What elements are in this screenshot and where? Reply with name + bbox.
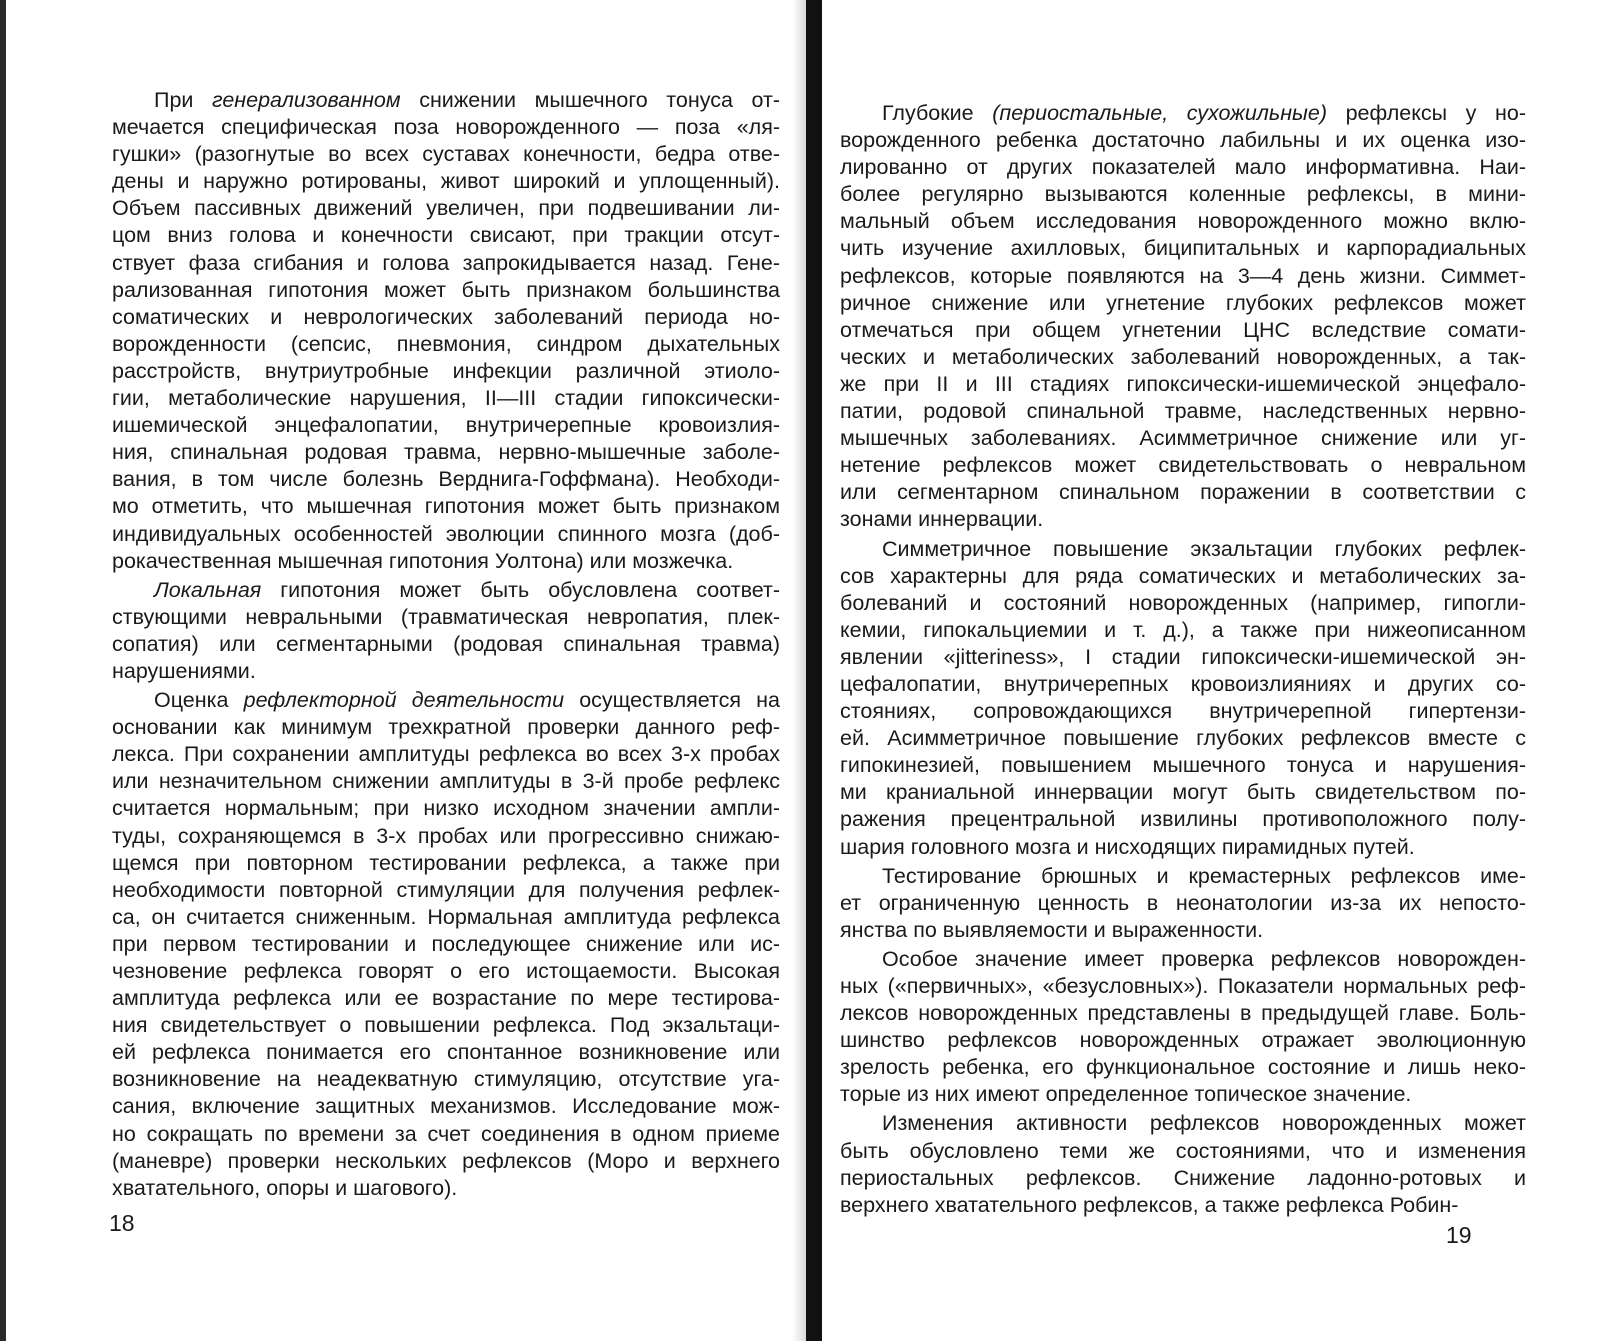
text-run: ния свидетельствует о повышении рефлекса. Под экзальтаци- [112, 1013, 780, 1038]
text-line [112, 1121, 780, 1148]
text-line [112, 412, 780, 439]
text-line [840, 536, 1526, 563]
text-run: рефлексы у но- [1326, 101, 1526, 125]
text-run: цом вниз голова и конечности свисают, при тракции отсут- [112, 223, 780, 248]
text-line [840, 644, 1526, 671]
text-run: периостальных рефлексов. Снижение ладонно-ротовых и [840, 1165, 1526, 1190]
text-line [112, 985, 780, 1012]
text-line [840, 890, 1526, 917]
text-line [840, 1110, 1526, 1137]
text-line [112, 439, 780, 466]
text-line [840, 425, 1526, 452]
text-run: ей. Асимметричное повышение глубоких рефлексов вместе с [840, 726, 1526, 751]
text-line [840, 452, 1526, 479]
text-run: явлении «jitteriness», I стадии гипоксически-ишемической эн- [840, 644, 1526, 669]
text-line [112, 877, 780, 904]
text-run: (маневре) проверки нескольких рефлексов (Моро и верхнего [112, 1148, 780, 1173]
text-line [112, 714, 780, 741]
text-run: ишемической энцефалопатии, внутричерепные кровоизлия- [112, 413, 780, 438]
text-run: ворожденности (сепсис, пневмония, синдром дыхательных [112, 331, 780, 356]
text-line [112, 658, 780, 685]
text-run: Изменения активности рефлексов новорожденных может [882, 1111, 1526, 1136]
text-run: гипотония может быть обусловлена соответ- [261, 577, 780, 602]
text-line [112, 1066, 780, 1093]
text-run: лекса. При сохранении амплитуды рефлекса во всех 3-х пробах [112, 742, 780, 767]
text-line [840, 506, 1526, 533]
text-run: отмечаться при общем угнетении ЦНС вследствие сомати- [840, 317, 1526, 342]
text-line [840, 752, 1526, 779]
text-line [840, 617, 1526, 644]
text-line [840, 181, 1526, 208]
text-line [112, 195, 780, 222]
text-line [112, 1012, 780, 1039]
text-line [112, 250, 780, 277]
text-run: нетение рефлексов может свидетельствовать о невральном [840, 453, 1526, 478]
text-run: Объем пассивных движений увеличен, при подвешивании ли- [112, 196, 780, 221]
text-run: шария головного мозга и нисходящих пирамидных путей. [840, 834, 1415, 859]
text-line [112, 604, 780, 631]
text-run: сания, включение защитных механизмов. Исследование мож- [112, 1094, 780, 1119]
text-line [112, 823, 780, 850]
text-line [112, 1093, 780, 1120]
text-run: чить изучение ахилловых, биципитальных и карпорадиальных [840, 236, 1526, 261]
text-line [112, 958, 780, 985]
text-line [112, 521, 780, 548]
text-line [112, 1175, 780, 1202]
text-run: вания, в том числе болезнь Верднига-Гоффмана). Необходи- [112, 467, 780, 492]
text-line [840, 1165, 1526, 1192]
text-run: ричное снижение или угнетение глубоких рефлексов может [840, 290, 1526, 315]
text-run: снижении мышечного тонуса от- [400, 88, 780, 112]
text-line [840, 1000, 1526, 1027]
text-run: цефалопатии, внутричерепных кровоизлияниях и других со- [840, 671, 1526, 696]
text-run: мальный объем исследования новорожденного можно вклю- [840, 209, 1526, 234]
text-line [840, 208, 1526, 235]
text-run: же при II и III стадиях гипоксически-ишемической энцефало- [840, 371, 1526, 396]
italic-term: генерализованном [211, 88, 401, 112]
text-run: са, он считается сниженным. Нормальная амплитуда рефлекса [112, 904, 780, 929]
right-page-text [840, 100, 1526, 1219]
text-line [112, 631, 780, 658]
text-line [840, 806, 1526, 833]
paragraph [112, 87, 780, 575]
text-run: Оценка [154, 688, 244, 713]
text-line [840, 479, 1526, 506]
text-run: Глубокие [882, 101, 993, 125]
text-run: при первом тестировании и последующее снижение или ис- [112, 931, 780, 956]
text-line [112, 222, 780, 249]
text-line [112, 358, 780, 385]
text-run: или незначительном снижении амплитуды в 3-й пробе рефлекс [112, 769, 780, 794]
text-run: нарушениями. [112, 658, 256, 683]
text-line [840, 671, 1526, 698]
text-line [112, 931, 780, 958]
text-line [840, 1192, 1526, 1219]
text-run: ворожденного ребенка достаточно лабильны и их оценка изо- [840, 128, 1526, 153]
text-run: индивидуальных особенностей эволюции спинного мозга (доб- [112, 521, 780, 546]
text-run: сов характерны для ряда соматических и метаболических за- [840, 563, 1526, 588]
text-run: или сегментарном спинальном поражении в соответствии с [840, 480, 1526, 505]
text-line [840, 698, 1526, 725]
italic-term: рефлекторной деятельности [243, 688, 565, 713]
paragraph [112, 577, 780, 685]
text-run: возникновение на неадекватную стимуляцию, отсутствие уга- [112, 1067, 780, 1092]
text-line [112, 795, 780, 822]
text-run: рефлексов, которые появляются на 3—4 день жизни. Симмет- [840, 263, 1526, 288]
text-line [112, 1148, 780, 1175]
text-run: расстройств, внутриутробные инфекции различной этиоло- [112, 358, 780, 383]
text-line [112, 304, 780, 331]
text-run: зонами иннервации. [840, 507, 1044, 532]
text-line [840, 317, 1526, 344]
text-run: ствует фаза сгибания и голова запрокидывается назад. Гене- [112, 250, 780, 275]
text-run: щемся при повторном тестировании рефлекса, а также при [112, 850, 780, 875]
text-line [840, 863, 1526, 890]
text-line [112, 466, 780, 493]
text-line [840, 834, 1526, 861]
text-line [112, 493, 780, 520]
text-run: соматических и неврологических заболеваний периода но- [112, 304, 780, 329]
text-line [840, 779, 1526, 806]
paragraph [840, 863, 1526, 944]
text-run: шинство рефлексов новорожденных отражает эволюционную [840, 1028, 1526, 1053]
italic-term: Локальная [154, 577, 262, 602]
italic-term: (периостальные, сухожильные) [992, 101, 1327, 125]
text-run: считается нормальным; при низко исходном значении ампли- [112, 796, 780, 821]
text-run: ческих и метаболических заболеваний новорожденных, а так- [840, 344, 1526, 369]
paragraph [840, 1110, 1526, 1218]
text-run: амплитуда рефлекса или ее возрастание по мере тестирова- [112, 986, 780, 1011]
text-run: янства по выявляемости и выраженности. [840, 917, 1264, 942]
text-line [840, 371, 1526, 398]
text-line [840, 946, 1526, 973]
text-line [840, 725, 1526, 752]
text-line [112, 331, 780, 358]
text-run: сопатия) или сегментарными (родовая спинальная травма) [112, 631, 780, 656]
text-run: мо отметить, что мышечная гипотония может быть признаком [112, 494, 780, 519]
text-run: стояниях, сопровождающихся внутричерепной гипертензи- [840, 699, 1526, 724]
text-run: ет ограниченную ценность в неонатологии из-за их непосто- [840, 890, 1526, 915]
left-page-text [112, 87, 780, 1202]
text-run: гипокинезией, повышением мышечного тонуса и нарушения- [840, 753, 1526, 778]
text-run: ных («первичных», «безусловных»). Показатели нормальных реф- [840, 974, 1526, 998]
text-line [112, 168, 780, 195]
text-run: мышечных заболеваниях. Асимметричное снижение или уг- [840, 426, 1526, 451]
text-run: ния, спинальная родовая травма, нервно-мышечные заболе- [112, 440, 780, 465]
text-run: рокачественная мышечная гипотония Уолтона) или мозжечка. [112, 548, 734, 573]
text-line [112, 850, 780, 877]
text-line [840, 973, 1526, 1000]
paragraph [112, 687, 780, 1202]
text-line [840, 1027, 1526, 1054]
text-line [112, 577, 780, 604]
text-line [112, 87, 780, 114]
left-page-number: 18 [109, 1210, 135, 1236]
text-run: быть обусловлено теми же состояниями, что и изменения [840, 1138, 1526, 1163]
text-run: Тестирование брюшных и кремастерных рефлексов име- [882, 863, 1526, 888]
text-line [112, 114, 780, 141]
text-run: лексов новорожденных представлены в предыдущей главе. Боль- [840, 1001, 1526, 1026]
text-line [840, 1138, 1526, 1165]
text-line [840, 1081, 1526, 1108]
text-run: лированно от других показателей мало информативна. Наи- [840, 155, 1526, 180]
text-line [112, 548, 780, 575]
text-line [112, 741, 780, 768]
text-line [840, 235, 1526, 262]
text-run: но сокращать по времени за счет соединения в одном приеме [112, 1121, 780, 1146]
text-run: кемии, гипокальциемии и т. д.), а также при нижеописанном [840, 617, 1526, 642]
right-page [822, 0, 1600, 1341]
text-run: ей рефлекса понимается его спонтанное возникновение или [112, 1040, 780, 1065]
paragraph [840, 100, 1526, 534]
text-run: торые из них имеют определенное топическое значение. [840, 1082, 1412, 1107]
text-run: чезновение рефлекса говорят о его истощаемости. Высокая [112, 959, 780, 983]
text-run: необходимости повторной стимуляции для получения рефлек- [112, 877, 780, 902]
text-line [112, 687, 780, 714]
text-line [112, 1039, 780, 1066]
text-line [840, 590, 1526, 617]
text-line [840, 154, 1526, 181]
text-line [112, 904, 780, 931]
text-run: туды, сохраняющемся в 3-х пробах или прогрессивно снижаю- [112, 823, 780, 848]
text-line [840, 263, 1526, 290]
text-run: зрелость ребенка, его функциональное состояние и лишь неко- [840, 1055, 1526, 1080]
right-page-number: 19 [1446, 1222, 1472, 1248]
text-run: Симметричное повышение экзальтации глубоких рефлек- [882, 536, 1526, 561]
book-gutter [806, 0, 822, 1341]
paragraph [840, 536, 1526, 861]
text-run: ми краниальной иннервации могут быть свидетельством по- [840, 780, 1526, 805]
text-line [840, 127, 1526, 154]
text-run: осуществляется на [564, 688, 780, 713]
text-run: болеваний и состояний новорожденных (например, гипогли- [840, 590, 1526, 615]
text-run: хватательного, опоры и шагового). [112, 1175, 458, 1200]
text-line [112, 768, 780, 795]
text-line [840, 1054, 1526, 1081]
text-run: патии, родовой спинальной травме, наследственных нервно- [840, 399, 1526, 424]
text-line [840, 344, 1526, 371]
text-run: ражения прецентральной извилины противоположного полу- [840, 807, 1526, 832]
text-line [840, 563, 1526, 590]
text-line [840, 398, 1526, 425]
text-line [840, 100, 1526, 127]
text-line [112, 277, 780, 304]
text-line [112, 385, 780, 412]
text-run: основании как минимум трехкратной проверки данного реф- [112, 715, 780, 740]
text-run: верхнего хватательного рефлексов, а также рефлекса Робин- [840, 1192, 1459, 1217]
text-run: более регулярно вызываются коленные рефлексы, в мини- [840, 182, 1526, 207]
text-run: гии, метаболические нарушения, II—III стадии гипоксически- [112, 386, 780, 411]
text-run: мечается специфическая поза новорожденного — поза «ля- [112, 115, 780, 140]
text-line [112, 141, 780, 168]
text-run: дены и наружно ротированы, живот широкий и уплощенный). [112, 169, 780, 194]
text-run: рализованная гипотония может быть признаком большинства [112, 277, 780, 302]
text-run: ствующими невральными (травматическая невропатия, плек- [112, 604, 780, 629]
text-line [840, 290, 1526, 317]
text-run: гушки» (разогнутые во всех суставах конечности, бедра отве- [112, 142, 780, 167]
paragraph [840, 946, 1526, 1109]
text-run: При [154, 88, 212, 112]
text-line [840, 917, 1526, 944]
text-run: Особое значение имеет проверка рефлексов новорожден- [882, 946, 1526, 971]
